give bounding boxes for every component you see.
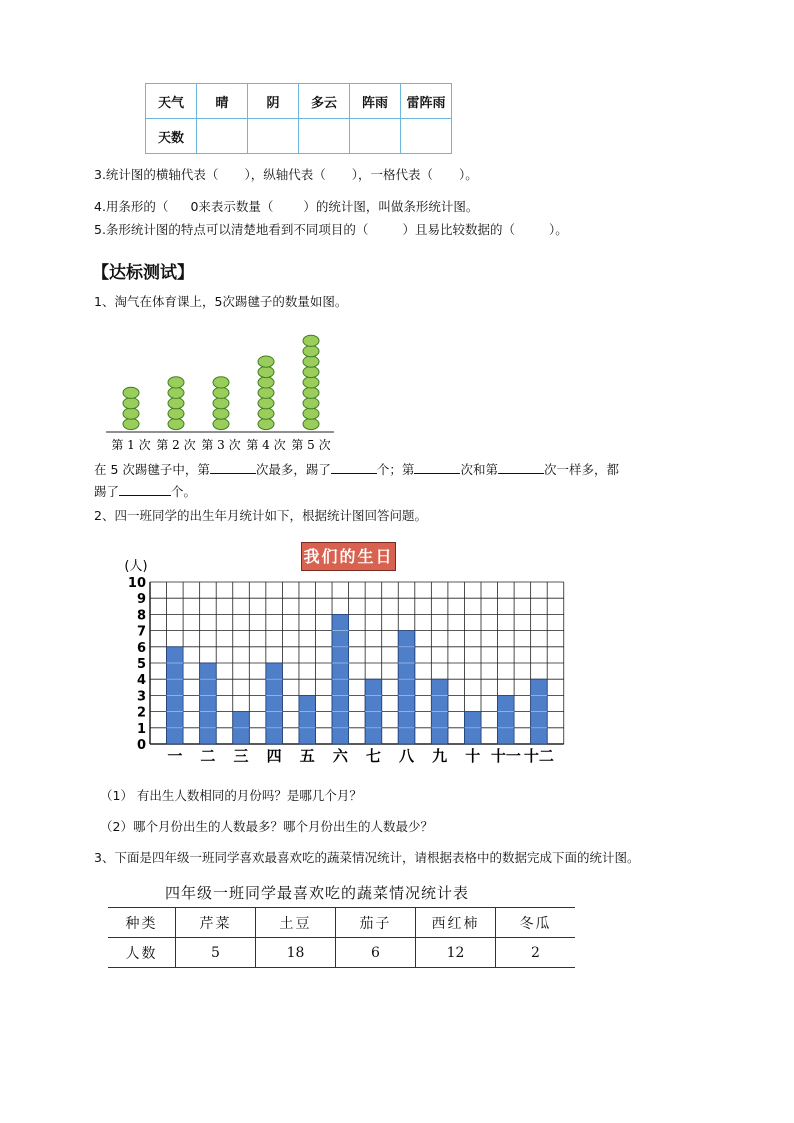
veg-value-cell: 2: [496, 938, 576, 968]
shuttlecock-icon: [168, 398, 184, 409]
problem-2-prompt: 2、四一班同学的出生年月统计如下，根据统计图回答问题。: [94, 508, 427, 523]
shuttlecock-icon: [303, 418, 319, 429]
y-tick-label: 1: [136, 721, 146, 737]
shuttlecock-icon: [303, 335, 319, 346]
x-tick-label: 十一: [490, 747, 521, 765]
q3-part: ）。: [458, 167, 478, 182]
attempt-label: 第 5 次: [291, 438, 331, 452]
shuttlecock-icon: [123, 418, 139, 429]
x-tick-label: 十二: [523, 747, 554, 765]
shuttlecock-icon: [168, 377, 184, 388]
veg-header-cell: 冬瓜: [496, 908, 576, 938]
shuttlecock-icon: [303, 398, 319, 409]
veg-header-cell: 种类: [108, 908, 176, 938]
q4-part: 0来表示数量（: [190, 199, 274, 214]
veg-value-cell: 12: [416, 938, 496, 968]
weather-header-cell: 雷阵雨: [401, 84, 452, 119]
weather-days-cell[interactable]: [197, 119, 248, 154]
y-tick-label: 8: [136, 608, 146, 624]
shuttlecock-icon: [213, 408, 229, 419]
problem-2-question-1: （1） 有出生人数相同的月份吗？是哪几个月？: [100, 788, 362, 803]
weather-header-cell: 阴: [248, 84, 299, 119]
shuttlecock-icon: [213, 387, 229, 398]
veg-table-title: 四年级一班同学最喜欢吃的蔬菜情况统计表: [165, 884, 470, 902]
answer-blank[interactable]: [210, 460, 256, 474]
answer-blank[interactable]: [414, 460, 460, 474]
chart-x-ticks: [167, 747, 554, 765]
q3-part: 3.统计图的横轴代表（: [94, 167, 219, 182]
q5-part: ）。: [548, 222, 568, 237]
x-tick-label: 七: [365, 747, 381, 765]
p1-text: 次一样多，都: [543, 462, 619, 477]
shuttlecock-icon: [303, 356, 319, 367]
q5-part: ）且易比较数据的（: [402, 222, 515, 237]
chart-bar: [200, 663, 217, 744]
question-5: [94, 222, 568, 238]
shuttlecock-icon: [168, 408, 184, 419]
p1-text: 次最多，踢了: [255, 462, 331, 477]
answer-blank[interactable]: [331, 460, 377, 474]
weather-days-cell[interactable]: [299, 119, 350, 154]
q4-part: ）的统计图，叫做条形统计图。: [303, 199, 479, 214]
shuttlecock-column: [168, 377, 184, 430]
problem-2-question-2: （2）哪个月份出生的人数最多？哪个月份出生的人数最少？: [100, 819, 433, 834]
shuttlecock-icon: [303, 408, 319, 419]
answer-blank[interactable]: [498, 460, 544, 474]
shuttlecock-icon: [258, 418, 274, 429]
shuttlecock-icon: [213, 398, 229, 409]
veg-value-cell: 6: [336, 938, 416, 968]
y-tick-label: 10: [127, 576, 146, 591]
x-tick-label: 一: [167, 747, 183, 765]
weather-days-cell[interactable]: [248, 119, 299, 154]
veg-value-cell: 5: [176, 938, 256, 968]
weather-days-row: [146, 119, 452, 154]
problem-3-prompt: 3、下面是四年级一班同学喜欢最喜欢吃的蔬菜情况统计，请根据表格中的数据完成下面的统计图。: [94, 850, 640, 865]
y-tick-label: 7: [136, 624, 146, 640]
q5-part: 5.条形统计图的特点可以清楚地看到不同项目的（: [94, 222, 369, 237]
chart-bar: [266, 663, 283, 744]
x-tick-label: 五: [299, 747, 315, 765]
shuttlecock-icon: [213, 377, 229, 388]
section-title: 【达标测试】: [92, 263, 194, 283]
x-tick-label: 四: [266, 747, 282, 765]
shuttlecock-labels: [111, 437, 330, 452]
q4-part: 4.用条形的（: [94, 199, 169, 214]
veg-value-cell: 18: [256, 938, 336, 968]
y-tick-label: 0: [136, 738, 146, 753]
shuttlecock-icon: [303, 387, 319, 398]
weather-header-cell: 阵雨: [350, 84, 401, 119]
vegetable-table: [108, 907, 575, 968]
q3-part: ），一格代表（: [351, 167, 433, 182]
x-tick-label: 九: [432, 747, 448, 765]
problem-1-prompt: 1、淘气在体育课上，5次踢毽子的数量如图。: [94, 294, 348, 309]
shuttlecock-column: [123, 387, 139, 429]
shuttlecock-columns: [123, 335, 319, 429]
attempt-label: 第 1 次: [111, 438, 151, 452]
shuttlecock-column: [213, 377, 229, 430]
attempt-label: 第 4 次: [246, 438, 286, 452]
x-tick-label: 八: [399, 747, 415, 765]
weather-days-label: 天数: [146, 119, 197, 154]
shuttlecock-icon: [123, 387, 139, 398]
veg-header-row: [108, 908, 575, 938]
weather-header-cell: 晴: [197, 84, 248, 119]
chart-bar: [299, 695, 316, 744]
weather-days-cell[interactable]: [350, 119, 401, 154]
y-tick-label: 9: [136, 592, 146, 608]
p1-text: 个。: [171, 484, 197, 499]
chart-bar: [398, 631, 415, 744]
x-tick-label: 二: [200, 747, 216, 765]
shuttlecock-icon: [258, 408, 274, 419]
veg-data-row: [108, 938, 575, 968]
shuttlecock-icon: [303, 366, 319, 377]
problem-1-line-1: [94, 460, 619, 478]
problem-1-line-2: [94, 482, 196, 500]
chart-y-ticks: [128, 576, 146, 753]
shuttlecock-icon: [123, 408, 139, 419]
veg-header-cell: 西红柿: [416, 908, 496, 938]
x-tick-label: 三: [233, 747, 249, 765]
p1-text: 次和第: [460, 462, 498, 477]
y-tick-label: 4: [136, 673, 146, 689]
question-4: [94, 199, 478, 215]
attempt-label: 第 3 次: [201, 438, 241, 452]
shuttlecock-icon: [303, 346, 319, 357]
y-tick-label: 5: [136, 657, 146, 672]
shuttlecock-icon: [258, 377, 274, 388]
y-tick-label: 3: [136, 689, 146, 705]
q3-part: ），纵轴代表（: [244, 167, 326, 182]
shuttlecock-icon: [303, 377, 319, 388]
shuttlecock-icon: [213, 418, 229, 429]
shuttlecock-icon: [123, 398, 139, 409]
shuttlecock-icon: [168, 418, 184, 429]
chart-title: 我们的生日: [301, 542, 396, 571]
p1-text: 在 5 次踢毽子中，第: [94, 462, 210, 477]
shuttlecock-icon: [258, 356, 274, 367]
weather-header-cell: 天气: [146, 84, 197, 119]
weather-table: [145, 83, 452, 154]
p1-text: 踢了: [94, 484, 120, 499]
shuttlecock-icon: [258, 366, 274, 377]
y-tick-label: 6: [136, 640, 146, 656]
question-3: [94, 167, 478, 183]
weather-header-cell: 多云: [299, 84, 350, 119]
x-tick-label: 六: [332, 747, 348, 765]
attempt-label: 第 2 次: [156, 438, 196, 452]
shuttlecock-column: [303, 335, 319, 429]
shuttlecock-column: [258, 356, 274, 430]
weather-header-row: [146, 84, 452, 119]
birthday-bar-chart: [110, 552, 580, 770]
p1-text: 个；第: [376, 462, 415, 477]
veg-row-label: 人数: [108, 938, 176, 968]
weather-days-cell[interactable]: [401, 119, 452, 154]
chart-bar: [498, 695, 515, 744]
chart-ylabel: (人): [124, 559, 148, 574]
veg-header-cell: 芹菜: [176, 908, 256, 938]
answer-blank[interactable]: [119, 482, 171, 496]
x-tick-label: 十: [465, 747, 481, 765]
y-tick-label: 2: [136, 705, 146, 721]
veg-header-cell: 土豆: [256, 908, 336, 938]
shuttlecock-count-figure: [100, 328, 340, 454]
shuttlecock-icon: [258, 387, 274, 398]
shuttlecock-icon: [258, 398, 274, 409]
veg-header-cell: 茄子: [336, 908, 416, 938]
shuttlecock-icon: [168, 387, 184, 398]
